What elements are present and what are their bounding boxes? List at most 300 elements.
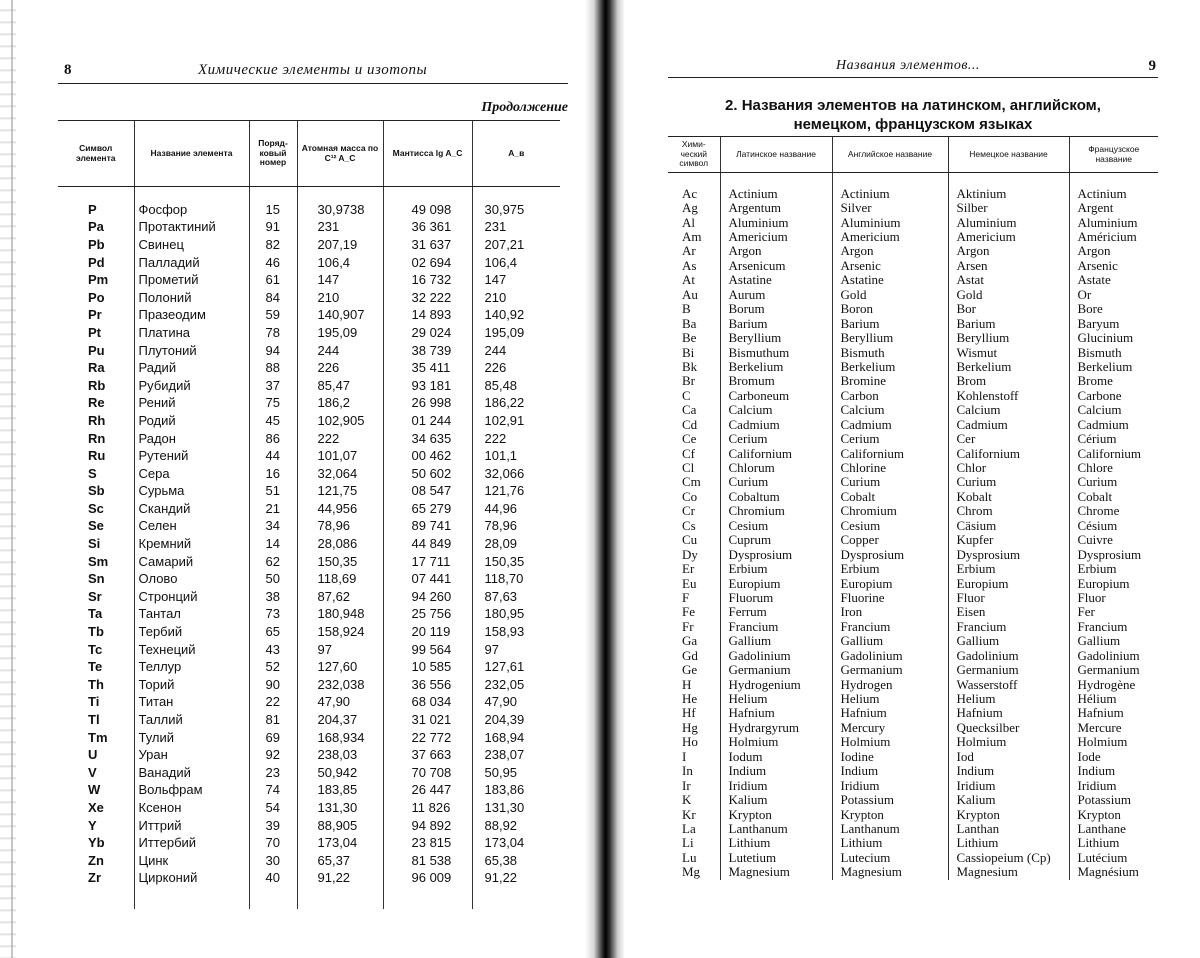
german-name: Indium — [948, 764, 1069, 778]
chem-symbol: Cu — [682, 532, 698, 548]
english-name: Hafnium — [832, 706, 948, 720]
latin-name: Holmium — [720, 735, 832, 749]
latin-name: Californium — [720, 446, 832, 460]
english-name: Mercury — [832, 721, 948, 735]
latin-name: Gallium — [720, 634, 832, 648]
french-name: Bismuth — [1069, 345, 1158, 359]
atomic-number: 14 — [249, 535, 297, 553]
header-ar: A_в — [472, 121, 560, 187]
element-name: Ксенон — [134, 799, 249, 817]
table-row — [668, 620, 1158, 634]
table-row — [58, 816, 560, 834]
english-name: Lanthanum — [832, 822, 948, 836]
table-row — [668, 649, 1158, 663]
chem-symbol: Mg — [682, 864, 701, 880]
latin-name: Lanthanum — [720, 822, 832, 836]
element-name: Свинец — [134, 236, 249, 254]
german-name: Brom — [948, 374, 1069, 388]
german-name: Erbium — [948, 562, 1069, 576]
french-name: Astate — [1069, 273, 1158, 287]
atomic-number: 69 — [249, 728, 297, 746]
mass-mantissa: 31 637 — [383, 236, 472, 254]
element-name: Иттербий — [134, 834, 249, 852]
french-name: Cadmium — [1069, 418, 1158, 432]
latin-name: Astatine — [720, 273, 832, 287]
atomic-mass: 97 — [297, 640, 383, 658]
table-row — [58, 464, 560, 482]
table-row — [668, 721, 1158, 735]
atomic-number: 30 — [249, 851, 297, 869]
english-name: Curium — [832, 475, 948, 489]
atomic-mass: 85,47 — [297, 376, 383, 394]
latin-name: Argon — [720, 244, 832, 258]
latin-name: Cerium — [720, 432, 832, 446]
french-name: Cuivre — [1069, 533, 1158, 547]
element-symbol: Sb — [88, 483, 105, 499]
english-name: Actinium — [832, 187, 948, 201]
atomic-mass-old: 195,09 — [472, 324, 560, 342]
atomic-mass: 88,905 — [297, 816, 383, 834]
english-name: Cesium — [832, 519, 948, 533]
element-symbol: Tb — [88, 624, 104, 640]
german-name: Wasserstoff — [948, 677, 1069, 691]
atomic-mass-old: 204,39 — [472, 711, 560, 729]
element-symbol: Si — [88, 536, 101, 552]
atomic-number: 34 — [249, 517, 297, 535]
atomic-number: 84 — [249, 288, 297, 306]
mass-mantissa: 36 556 — [383, 676, 472, 694]
french-name: Américium — [1069, 230, 1158, 244]
chem-symbol: Ba — [682, 315, 697, 331]
chem-symbol: Li — [682, 835, 694, 851]
element-symbol: Pb — [88, 236, 105, 252]
atomic-mass: 32,064 — [297, 464, 383, 482]
german-name: Lithium — [948, 836, 1069, 850]
element-name: Теллур — [134, 658, 249, 676]
english-name: Boron — [832, 302, 948, 316]
atomic-mass: 140,907 — [297, 306, 383, 324]
atomic-number: 15 — [249, 201, 297, 219]
mass-mantissa: 96 009 — [383, 869, 472, 887]
english-name: Chromium — [832, 504, 948, 518]
french-name: Potassium — [1069, 793, 1158, 807]
german-name: Aluminium — [948, 215, 1069, 229]
atomic-number: 92 — [249, 746, 297, 764]
table-row — [58, 693, 560, 711]
german-name: Beryllium — [948, 331, 1069, 345]
latin-name: Americium — [720, 230, 832, 244]
english-name: Aluminium — [832, 215, 948, 229]
table-row — [668, 519, 1158, 533]
atomic-number: 43 — [249, 640, 297, 658]
mass-mantissa: 11 826 — [383, 799, 472, 817]
german-name: Germanium — [948, 663, 1069, 677]
atomic-number: 54 — [249, 799, 297, 817]
table-row — [668, 793, 1158, 807]
table-row — [668, 706, 1158, 720]
atomic-number: 70 — [249, 834, 297, 852]
atomic-mass: 78,96 — [297, 517, 383, 535]
german-name: Iod — [948, 750, 1069, 764]
mass-mantissa: 93 181 — [383, 376, 472, 394]
atomic-number: 16 — [249, 464, 297, 482]
table-row — [668, 418, 1158, 432]
table-row — [58, 799, 560, 817]
spacer-cell — [383, 187, 472, 201]
element-name: Цирконий — [134, 869, 249, 887]
french-name: Dysprosium — [1069, 547, 1158, 561]
atomic-mass: 147 — [297, 271, 383, 289]
table-row — [58, 851, 560, 869]
french-name: Lanthane — [1069, 822, 1158, 836]
element-symbol: Po — [88, 289, 105, 305]
french-name: Germanium — [1069, 663, 1158, 677]
atomic-mass-old: 222 — [472, 429, 560, 447]
latin-name: Actinium — [720, 187, 832, 201]
table-spacer-row — [58, 187, 560, 201]
chem-symbol: Hg — [682, 719, 698, 735]
table-row — [668, 591, 1158, 605]
chem-symbol: Ge — [682, 662, 698, 678]
english-name: Germanium — [832, 663, 948, 677]
table-row — [668, 533, 1158, 547]
names-table-header — [668, 137, 1158, 173]
spacer-cell — [832, 173, 948, 187]
names-table — [668, 136, 1158, 880]
english-name: Beryllium — [832, 331, 948, 345]
spacer-cell — [720, 173, 832, 187]
german-name: Cassiopeium (Cp) — [948, 851, 1069, 865]
atomic-mass-old: 28,09 — [472, 535, 560, 553]
atomic-mass: 50,942 — [297, 764, 383, 782]
table-row — [668, 605, 1158, 619]
header-chem-symbol: Хими-ческий символ — [668, 137, 720, 173]
atomic-mass-old: 85,48 — [472, 376, 560, 394]
table-row — [668, 345, 1158, 359]
french-name: Baryum — [1069, 316, 1158, 330]
mass-mantissa: 38 739 — [383, 341, 472, 359]
chem-symbol: I — [682, 748, 687, 764]
german-name: Holmium — [948, 735, 1069, 749]
latin-name: Argentum — [720, 201, 832, 215]
french-name: Hélium — [1069, 692, 1158, 706]
table-row — [668, 504, 1158, 518]
spacer-cell — [668, 173, 720, 187]
atomic-mass-old: 186,22 — [472, 394, 560, 412]
table-row — [58, 640, 560, 658]
spacer-cell — [472, 887, 560, 909]
chem-symbol: As — [682, 257, 697, 273]
atomic-mass-old: 121,76 — [472, 482, 560, 500]
english-name: Bismuth — [832, 345, 948, 359]
spacer-cell — [383, 887, 472, 909]
english-name: Iron — [832, 605, 948, 619]
spacer-cell — [249, 887, 297, 909]
chem-symbol: Bk — [682, 358, 698, 374]
french-name: Curium — [1069, 475, 1158, 489]
element-name: Протактиний — [134, 218, 249, 236]
element-name: Скандий — [134, 500, 249, 518]
atomic-mass-old: 140,92 — [472, 306, 560, 324]
element-symbol: Zn — [88, 852, 104, 868]
chem-symbol: He — [682, 691, 698, 707]
chem-symbol: Ce — [682, 431, 697, 447]
element-name: Торий — [134, 676, 249, 694]
chem-symbol: Ir — [682, 777, 691, 793]
french-name: Bore — [1069, 302, 1158, 316]
chem-symbol: Co — [682, 488, 698, 504]
element-symbol: Rh — [88, 412, 106, 428]
latin-name: Magnesium — [720, 865, 832, 879]
chem-symbol: In — [682, 763, 693, 779]
header-number: Поряд-ковый номер — [249, 121, 297, 187]
left-running-head — [58, 58, 568, 84]
atomic-mass-old: 147 — [472, 271, 560, 289]
table-row — [668, 273, 1158, 287]
element-name: Рений — [134, 394, 249, 412]
english-name: Copper — [832, 533, 948, 547]
atomic-mass-old: 102,91 — [472, 412, 560, 430]
element-symbol: W — [88, 782, 101, 798]
element-symbol: Pa — [88, 219, 104, 235]
element-symbol: Ti — [88, 694, 100, 710]
latin-name: Cadmium — [720, 418, 832, 432]
french-name: Iode — [1069, 750, 1158, 764]
left-running-title: Химические элементы и изотопы — [198, 62, 428, 78]
section-title — [668, 96, 1158, 134]
chem-symbol: Ga — [682, 633, 698, 649]
atomic-number: 46 — [249, 253, 297, 271]
header-latin: Латинское название — [720, 137, 832, 173]
atomic-mass-old: 180,95 — [472, 605, 560, 623]
latin-name: Krypton — [720, 807, 832, 821]
german-name: Kupfer — [948, 533, 1069, 547]
atomic-mass-old: 131,30 — [472, 799, 560, 817]
atomic-mass-old: 78,96 — [472, 517, 560, 535]
table-row — [58, 588, 560, 606]
english-name: Europium — [832, 576, 948, 590]
element-name: Цинк — [134, 851, 249, 869]
chem-symbol: Cr — [682, 503, 695, 519]
english-name: Hydrogen — [832, 677, 948, 691]
german-name: Quecksilber — [948, 721, 1069, 735]
chem-symbol: F — [682, 589, 690, 605]
spacer-cell — [58, 187, 134, 201]
german-name: Francium — [948, 620, 1069, 634]
element-symbol: Yb — [88, 835, 105, 851]
table-row — [58, 429, 560, 447]
mass-mantissa: 17 711 — [383, 552, 472, 570]
latin-name: Germanium — [720, 663, 832, 677]
section-title-line1: 2. Названия элементов на латинском, английском, — [725, 97, 1101, 114]
element-name: Уран — [134, 746, 249, 764]
french-name: Fluor — [1069, 591, 1158, 605]
table-row — [58, 482, 560, 500]
german-name: Astat — [948, 273, 1069, 287]
atomic-mass-old: 97 — [472, 640, 560, 658]
mass-mantissa: 16 732 — [383, 271, 472, 289]
element-name: Радон — [134, 429, 249, 447]
english-name: Krypton — [832, 807, 948, 821]
table-row — [668, 490, 1158, 504]
mass-mantissa: 20 119 — [383, 623, 472, 641]
element-name: Фосфор — [134, 201, 249, 219]
latin-name: Fluorum — [720, 591, 832, 605]
mass-mantissa: 37 663 — [383, 746, 472, 764]
element-name: Иттрий — [134, 816, 249, 834]
atomic-mass: 65,37 — [297, 851, 383, 869]
element-name: Празеодим — [134, 306, 249, 324]
latin-name: Ferrum — [720, 605, 832, 619]
english-name: Gold — [832, 288, 948, 302]
chem-symbol: Am — [682, 229, 702, 245]
table-row — [58, 253, 560, 271]
atomic-mass: 173,04 — [297, 834, 383, 852]
french-name: Hydrogène — [1069, 677, 1158, 691]
table-row — [668, 822, 1158, 836]
mass-mantissa: 50 602 — [383, 464, 472, 482]
atomic-number: 91 — [249, 218, 297, 236]
french-name: Mercure — [1069, 721, 1158, 735]
chem-symbol: K — [682, 792, 692, 808]
chem-symbol: Ho — [682, 734, 698, 750]
table-row — [668, 446, 1158, 460]
table-row — [58, 376, 560, 394]
french-name: Francium — [1069, 620, 1158, 634]
header-english: Английское название — [832, 137, 948, 173]
table-row — [58, 412, 560, 430]
element-symbol: Pt — [88, 324, 101, 340]
atomic-number: 59 — [249, 306, 297, 324]
german-name: Fluor — [948, 591, 1069, 605]
table-row — [58, 500, 560, 518]
german-name: Krypton — [948, 807, 1069, 821]
mass-mantissa: 14 893 — [383, 306, 472, 324]
atomic-mass-old: 173,04 — [472, 834, 560, 852]
table-spacer-row — [668, 173, 1158, 187]
german-name: Cadmium — [948, 418, 1069, 432]
english-name: Holmium — [832, 735, 948, 749]
atomic-mass-old: 47,90 — [472, 693, 560, 711]
element-name: Ванадий — [134, 764, 249, 782]
atomic-number: 90 — [249, 676, 297, 694]
atomic-mass-old: 231 — [472, 218, 560, 236]
atomic-mass: 244 — [297, 341, 383, 359]
atomic-number: 23 — [249, 764, 297, 782]
mass-mantissa: 10 585 — [383, 658, 472, 676]
atomic-mass-old: 158,93 — [472, 623, 560, 641]
german-name: Wismut — [948, 345, 1069, 359]
mass-mantissa: 07 441 — [383, 570, 472, 588]
atomic-mass-old: 244 — [472, 341, 560, 359]
atomic-mass-old: 238,07 — [472, 746, 560, 764]
table-row — [668, 316, 1158, 330]
chem-symbol: Kr — [682, 806, 696, 822]
continuation-label: Продолжение — [481, 100, 568, 115]
element-symbol: Ta — [88, 606, 103, 622]
atomic-number: 82 — [249, 236, 297, 254]
atomic-mass: 102,905 — [297, 412, 383, 430]
element-symbol: Re — [88, 395, 105, 411]
french-name: Californium — [1069, 446, 1158, 460]
element-name: Тулий — [134, 728, 249, 746]
chem-symbol: Cs — [682, 517, 696, 533]
chem-symbol: Eu — [682, 575, 697, 591]
left-page-number: 8 — [64, 62, 72, 78]
chem-symbol: Fr — [682, 618, 694, 634]
table-row — [668, 836, 1158, 850]
atomic-mass: 210 — [297, 288, 383, 306]
atomic-mass-old: 168,94 — [472, 728, 560, 746]
latin-name: Helium — [720, 692, 832, 706]
french-name: Césium — [1069, 519, 1158, 533]
table-row — [668, 360, 1158, 374]
english-name: Carbon — [832, 389, 948, 403]
atomic-number: 39 — [249, 816, 297, 834]
atomic-mass-old: 210 — [472, 288, 560, 306]
element-name: Таллий — [134, 711, 249, 729]
table-row — [668, 403, 1158, 417]
german-name: Cäsium — [948, 519, 1069, 533]
atomic-mass-old: 106,4 — [472, 253, 560, 271]
english-name: Iodine — [832, 750, 948, 764]
element-symbol: V — [88, 764, 97, 780]
english-name: Francium — [832, 620, 948, 634]
german-name: Chlor — [948, 461, 1069, 475]
table-row — [58, 306, 560, 324]
atomic-number: 62 — [249, 552, 297, 570]
atomic-number: 44 — [249, 447, 297, 465]
table-row — [668, 389, 1158, 403]
table-row — [668, 288, 1158, 302]
french-name: Holmium — [1069, 735, 1158, 749]
german-name: Iridium — [948, 778, 1069, 792]
element-name: Родий — [134, 412, 249, 430]
atomic-mass: 180,948 — [297, 605, 383, 623]
latin-name: Erbium — [720, 562, 832, 576]
chem-symbol: Cd — [682, 416, 698, 432]
header-mass: Атомная масса по C¹² A_C — [297, 121, 383, 187]
atomic-mass: 207,19 — [297, 236, 383, 254]
chem-symbol: Ag — [682, 200, 698, 216]
english-name: Calcium — [832, 403, 948, 417]
english-name: Cadmium — [832, 418, 948, 432]
german-name: Europium — [948, 576, 1069, 590]
element-symbol: Tl — [88, 712, 100, 728]
atomic-number: 75 — [249, 394, 297, 412]
german-name: Hafnium — [948, 706, 1069, 720]
chem-symbol: Cm — [682, 474, 701, 490]
english-name: Iridium — [832, 778, 948, 792]
table-row — [668, 663, 1158, 677]
latin-name: Cesium — [720, 519, 832, 533]
element-symbol: Tm — [88, 729, 108, 745]
table-row — [58, 552, 560, 570]
french-name: Carbone — [1069, 389, 1158, 403]
table-row — [668, 547, 1158, 561]
chem-symbol: Be — [682, 330, 697, 346]
german-name: Arsen — [948, 259, 1069, 273]
right-page — [668, 56, 1158, 936]
english-name: Indium — [832, 764, 948, 778]
atomic-mass: 231 — [297, 218, 383, 236]
header-symbol: Символ элемента — [58, 121, 134, 187]
table-row — [58, 288, 560, 306]
german-name: Barium — [948, 316, 1069, 330]
german-name: Chrom — [948, 504, 1069, 518]
left-page — [58, 58, 568, 938]
atomic-mass-old: 65,38 — [472, 851, 560, 869]
